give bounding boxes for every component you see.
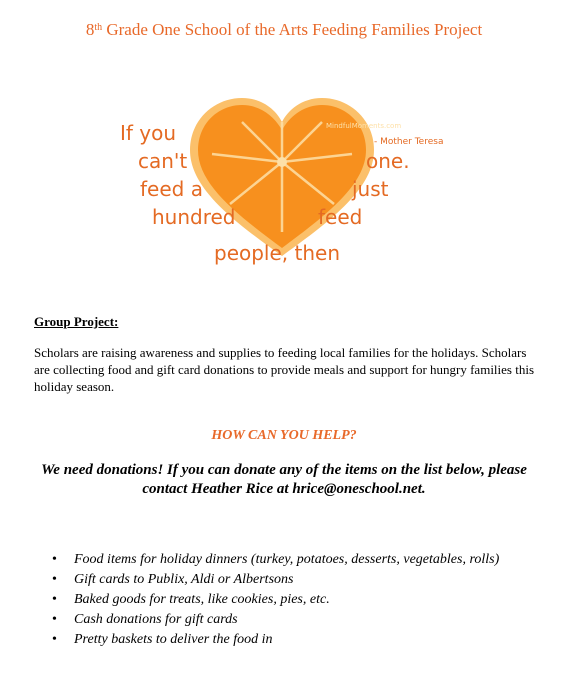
list-item (52, 630, 522, 650)
list-item (52, 610, 522, 630)
list-item-text: Baked goods for treats, like cookies, pies, etc. (74, 592, 330, 607)
list-item-text: Pretty baskets to deliver the food in (74, 632, 273, 647)
list-item-text: Food items for holiday dinners (turkey, potatoes, desserts, vegetables, rolls) (74, 552, 500, 567)
quote-line-8: people, then (214, 241, 341, 265)
quote-line-4: hundred (152, 205, 236, 229)
grade-suffix: th (94, 22, 103, 33)
bullet-icon: • (52, 592, 57, 607)
bullet-icon: • (52, 612, 57, 627)
quote-line-1: If you (120, 121, 177, 145)
bullet-icon: • (52, 552, 57, 567)
donation-request: We need donations! If you can donate any of the items on the list below, please contact Heather Rice at hrice@oneschool.net. (41, 462, 527, 497)
quote-attribution: - Mother Teresa (374, 137, 444, 147)
quote-line-6: just (352, 177, 389, 201)
title-text: Grade One School of the Arts Feeding Families Project (106, 20, 483, 39)
quote-watermark: MindfulMoments.com (326, 122, 402, 130)
page-title (0, 20, 568, 40)
quote-line-5: one. (366, 149, 410, 173)
quote-line-2: can't (138, 149, 188, 173)
donation-list (52, 550, 522, 650)
list-item (52, 590, 522, 610)
bullet-icon: • (52, 572, 57, 587)
project-description: Scholars are raising awareness and supplies to feeding local families for the holidays. Scholars are collecting food and gift card donations to provide meals and support for hungry families this holiday season. (34, 345, 535, 394)
grade-number: 8 (85, 20, 95, 39)
list-item-text: Cash donations for gift cards (74, 612, 238, 627)
list-item (52, 550, 522, 570)
quote-line-3: feed a (140, 177, 203, 201)
list-item-text: Gift cards to Publix, Aldi or Albertsons (74, 572, 294, 587)
list-item (52, 570, 522, 590)
orange-heart-quote-graphic (112, 92, 452, 272)
quote-line-7: feed (318, 205, 363, 229)
help-heading: HOW CAN YOU HELP? (211, 428, 357, 443)
group-project-label: Group Project: (34, 314, 119, 329)
bullet-icon: • (52, 632, 57, 647)
